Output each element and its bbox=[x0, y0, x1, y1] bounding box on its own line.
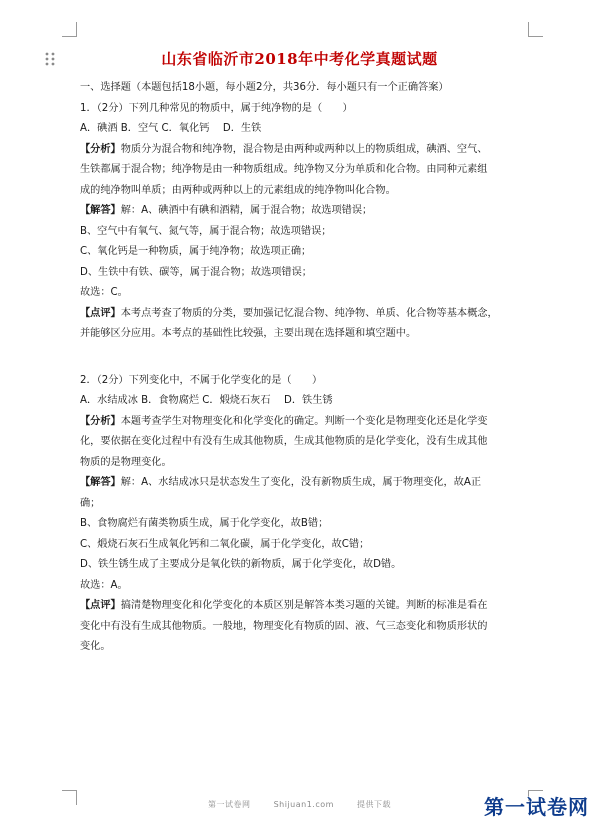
question-2-answer-line: 确； bbox=[80, 497, 101, 509]
question-2-analysis-line: 化，要依据在变化过程中有没有生成其他物质，生成其他物质的是化学变化，没有生成其他 bbox=[80, 436, 488, 447]
question-2-options: A．水结成冰 B．食物腐烂 C．煅烧石灰石 D．铁生锈 bbox=[80, 395, 333, 406]
question-2-comment-line: 变化中有没有生成其他物质。一般地，物理变化有物质的固、液、气三态变化和物质形状的 bbox=[80, 620, 488, 632]
question-2-analysis-line bbox=[80, 412, 528, 433]
question-1-stem: 1．（2分）下列几种常见的物质中，属于纯净物的是（ ） bbox=[80, 102, 353, 114]
question-2-answer-line: B、食物腐烂有菌类物质生成，属于化学变化，故B错； bbox=[80, 518, 329, 529]
document-title: 山东省临沂市2018年中考化学真题试题 bbox=[161, 50, 438, 68]
comment-text: 搞清楚物理变化和化学变化的本质区别是解答本类习题的关键。判断的标准是看在 bbox=[120, 600, 488, 611]
footer-site-name: 第一试卷网 bbox=[208, 800, 251, 809]
question-1-comment-line: 并能够区分应用。本考点的基础性比较强，主要出现在选择题和填空题中。 bbox=[80, 328, 417, 339]
crop-mark-top-left bbox=[62, 22, 77, 37]
question-2-comment-line bbox=[80, 596, 528, 617]
question-1-analysis-line bbox=[80, 140, 528, 161]
question-2-stem: 2．（2分）下列变化中，不属于化学变化的是（ ） bbox=[80, 374, 323, 386]
footer-site-url[interactable]: Shijuan1.com bbox=[273, 800, 334, 809]
footer-provider: 提供下载 bbox=[356, 800, 391, 809]
analysis-tag: 【分析】 bbox=[80, 415, 121, 427]
question-1-comment-line bbox=[80, 304, 528, 325]
question-2-choice: 故选：A。 bbox=[80, 579, 128, 591]
answer-tag: 【解答】 bbox=[80, 477, 121, 488]
question-1-choice: 故选：C。 bbox=[80, 287, 128, 298]
question-2-answer-line bbox=[80, 473, 528, 494]
answer-text: 解：A、碘酒中有碘和酒精，属于混合物；故选项错误； bbox=[120, 205, 373, 216]
analysis-tag: 【分析】 bbox=[80, 143, 121, 155]
question-1-analysis-line: 生铁都属于混合物；纯净物是由一种物质组成。纯净物又分为单质和化合物。由同种元素组 bbox=[80, 164, 488, 175]
question-2-answer-line: C、煅烧石灰石生成氧化钙和二氧化碳，属于化学变化，故C错； bbox=[80, 538, 370, 550]
comment-tag: 【点评】 bbox=[80, 307, 121, 319]
question-1-answer-line: C、氧化钙是一种物质，属于纯净物；故选项正确； bbox=[80, 246, 312, 257]
watermark-logo: 第一试卷网 bbox=[484, 795, 589, 819]
question-1-analysis-line: 成的纯净物叫单质；由两种或两种以上的元素组成的纯净物叫化合物。 bbox=[80, 184, 396, 196]
question-1-options: A．碘酒 B．空气 C．氧化钙 D．生铁 bbox=[80, 123, 262, 134]
comment-tag: 【点评】 bbox=[80, 600, 121, 611]
answer-text: 解：A、水结成冰只是状态发生了变化，没有新物质生成，属于物理变化，故A正 bbox=[120, 477, 482, 488]
analysis-text: 物质分为混合物和纯净物，混合物是由两种或两种以上的物质组成，碘酒、空气、 bbox=[120, 143, 488, 155]
question-spacer bbox=[80, 345, 528, 371]
question-1-answer-line: B、空气中有氧气、氮气等，属于混合物；故选项错误； bbox=[80, 225, 332, 237]
question-2-comment-line: 变化。 bbox=[80, 641, 111, 652]
question-2-analysis-line: 物质的是物理变化。 bbox=[80, 456, 172, 468]
document-body bbox=[80, 78, 528, 658]
comment-text: 本考点考查了物质的分类，要加强记忆混合物、纯净物、单质、化合物等基本概念， bbox=[120, 307, 498, 319]
question-2-answer-line: D、铁生锈生成了主要成分是氧化铁的新物质，属于化学变化，故D错。 bbox=[80, 559, 402, 570]
answer-tag: 【解答】 bbox=[80, 205, 121, 216]
question-1-answer-line: D、生铁中有铁、碳等，属于混合物；故选项错误； bbox=[80, 266, 312, 278]
analysis-text: 本题考查学生对物理变化和化学变化的确定。判断一个变化是物理变化还是化学变 bbox=[120, 415, 488, 427]
question-1-answer-line bbox=[80, 201, 528, 222]
crop-mark-top-right bbox=[528, 22, 543, 37]
section-header: 一、选择题（本题包括18小题，每小题2分，共36分．每小题只有一个正确答案） bbox=[80, 82, 449, 93]
